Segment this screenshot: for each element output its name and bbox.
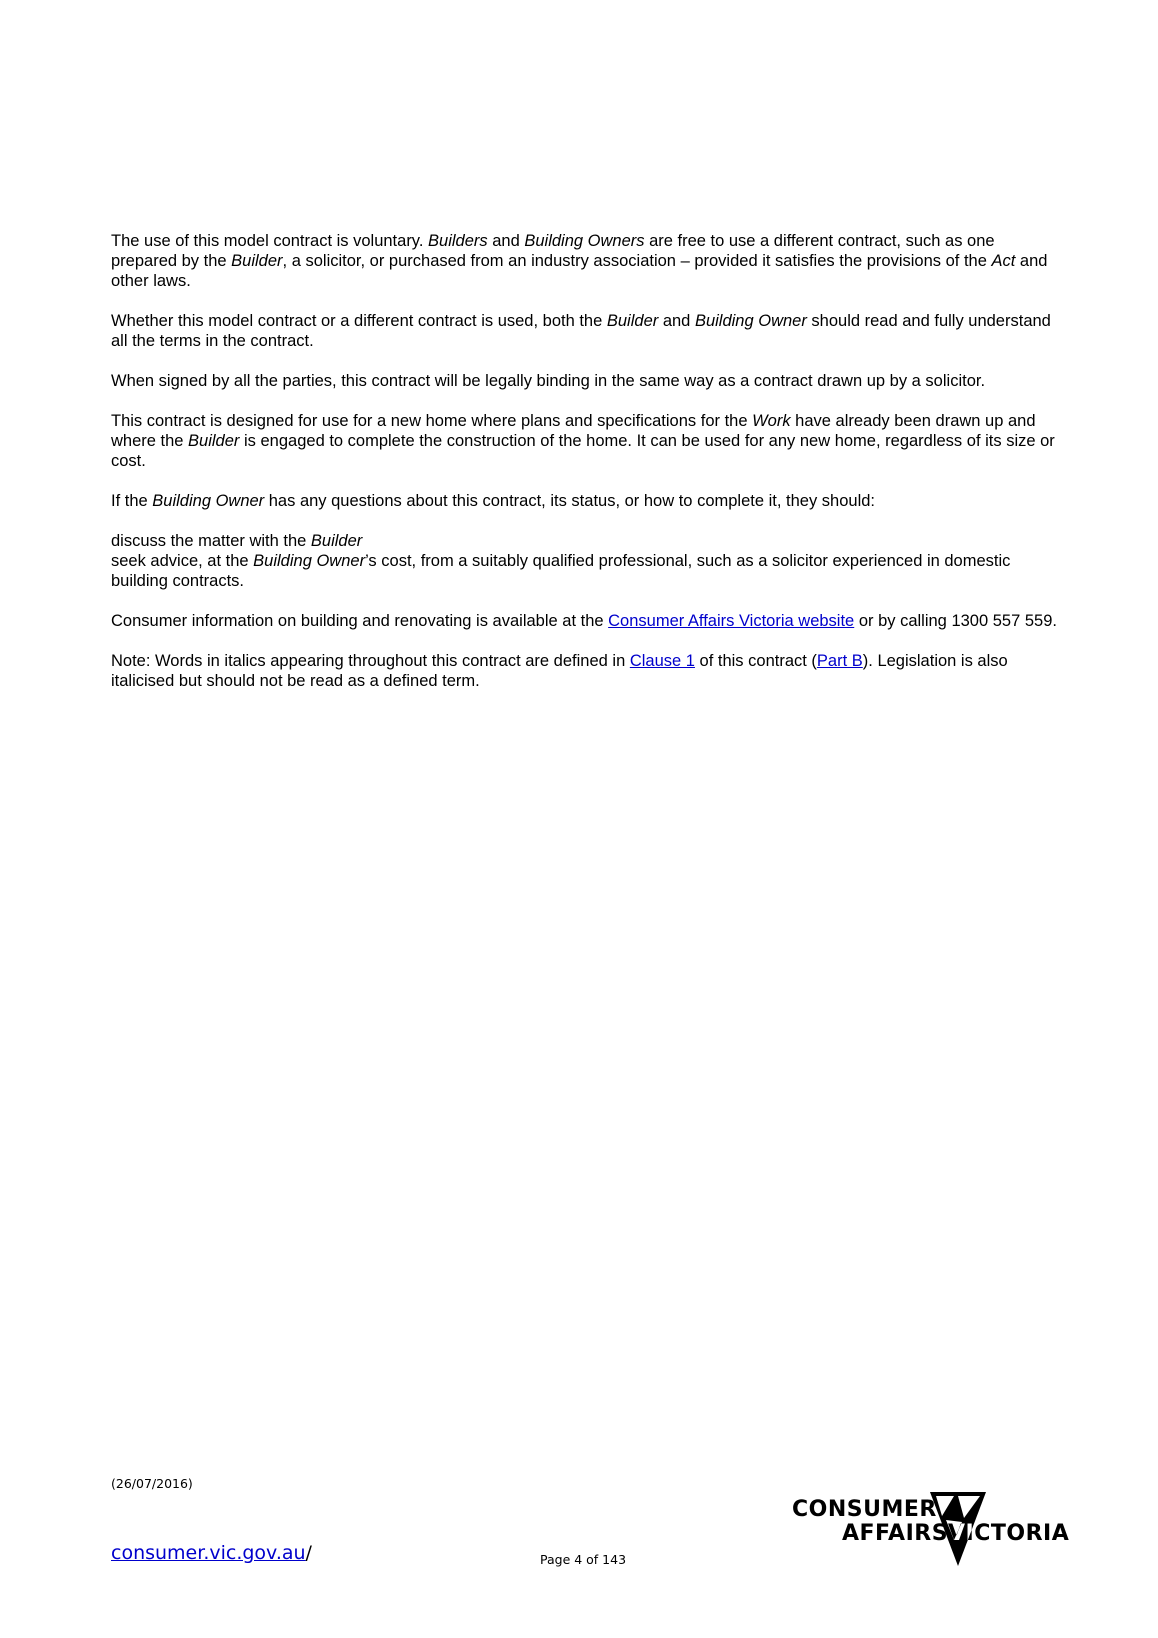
defined-term: Building Owners [524, 232, 645, 250]
defined-term: Builder [231, 252, 283, 270]
cav-website-link[interactable]: Consumer Affairs Victoria website [608, 612, 855, 630]
defined-term: Builder [188, 432, 240, 450]
consumer-site-link[interactable]: consumer.vic.gov.au [111, 1542, 306, 1564]
paragraph-consumer-info [111, 611, 1057, 631]
text: of this contract ( [694, 652, 817, 670]
text: or by calling 1300 557 559. [854, 612, 1057, 630]
paragraph-questions [111, 491, 1057, 511]
defined-term: Building Owner [152, 492, 265, 510]
page-number: Page 4 of 143 [540, 1552, 627, 1567]
logo-text-consumer: CONSUMER [792, 1497, 937, 1522]
list-item [111, 551, 1057, 591]
text: This contract is designed for use for a new home where plans and specifications for the [111, 412, 753, 430]
text: discuss the matter with the [111, 532, 311, 550]
logo-victoria-word: VICTORIA [948, 1521, 1070, 1546]
text: Consumer information on building and renovating is available at the [111, 612, 609, 630]
footer-url [111, 1542, 312, 1564]
defined-term: Building Owner [694, 312, 807, 330]
paragraph-intro [111, 231, 1057, 291]
text: The use of this model contract is voluntary. [111, 232, 429, 250]
text: , a solicitor, or purchased from an industry association – provided it satisfies the provisions of the [282, 252, 992, 270]
defined-term: Act [991, 252, 1016, 270]
footer-date: (26/07/2016) [111, 1476, 193, 1491]
text: Note: Words in italics appearing throughout this contract are defined in [111, 652, 630, 670]
defined-term: Builder [606, 312, 659, 330]
text: seek advice, at the [111, 552, 254, 570]
logo-text-victoria [948, 1522, 1069, 1546]
clause-1-link[interactable]: Clause 1 [629, 652, 695, 670]
text: When signed by all the parties, this contract will be legally binding in the same way as a contract drawn up by a solicitor. [111, 372, 986, 390]
text: and [487, 232, 525, 250]
defined-term: Builders [428, 232, 488, 250]
defined-term: Builder [310, 532, 363, 550]
document-body [111, 231, 1057, 711]
text: and [658, 312, 695, 330]
text: If the [111, 492, 153, 510]
paragraph-read-terms [111, 311, 1057, 351]
paragraph-design [111, 411, 1057, 471]
url-suffix: / [305, 1542, 312, 1564]
paragraph-note [111, 651, 1057, 691]
text: is engaged to complete the construction of the home. It can be used for any new home, regardless of its size or cost. [111, 432, 1055, 470]
defined-term: Work [752, 412, 791, 430]
paragraph-binding [111, 371, 1057, 391]
text: Whether this model contract or a different contract is used, both the [111, 312, 607, 330]
list-item [111, 531, 1057, 551]
text: ). Legislation is also italicised but should not be read as a defined term. [111, 652, 1008, 690]
text: has any questions about this contract, its status, or how to complete it, they should: [264, 492, 876, 510]
text: are free to use a different contract, such as one prepared by the [111, 232, 995, 270]
part-b-link[interactable]: Part B [816, 652, 863, 670]
logo-text-affairs: AFFAIRS [842, 1521, 949, 1546]
defined-term: Building Owner [253, 552, 366, 570]
text: have already been drawn up and where the [111, 412, 1036, 450]
text: and other laws. [111, 252, 1048, 290]
text: should read and fully understand all the terms in the contract. [111, 312, 1051, 350]
consumer-affairs-victoria-logo [792, 1490, 1070, 1568]
text: ’s cost, from a suitably qualified professional, such as a solicitor experienced in domestic building contracts. [111, 552, 1011, 590]
